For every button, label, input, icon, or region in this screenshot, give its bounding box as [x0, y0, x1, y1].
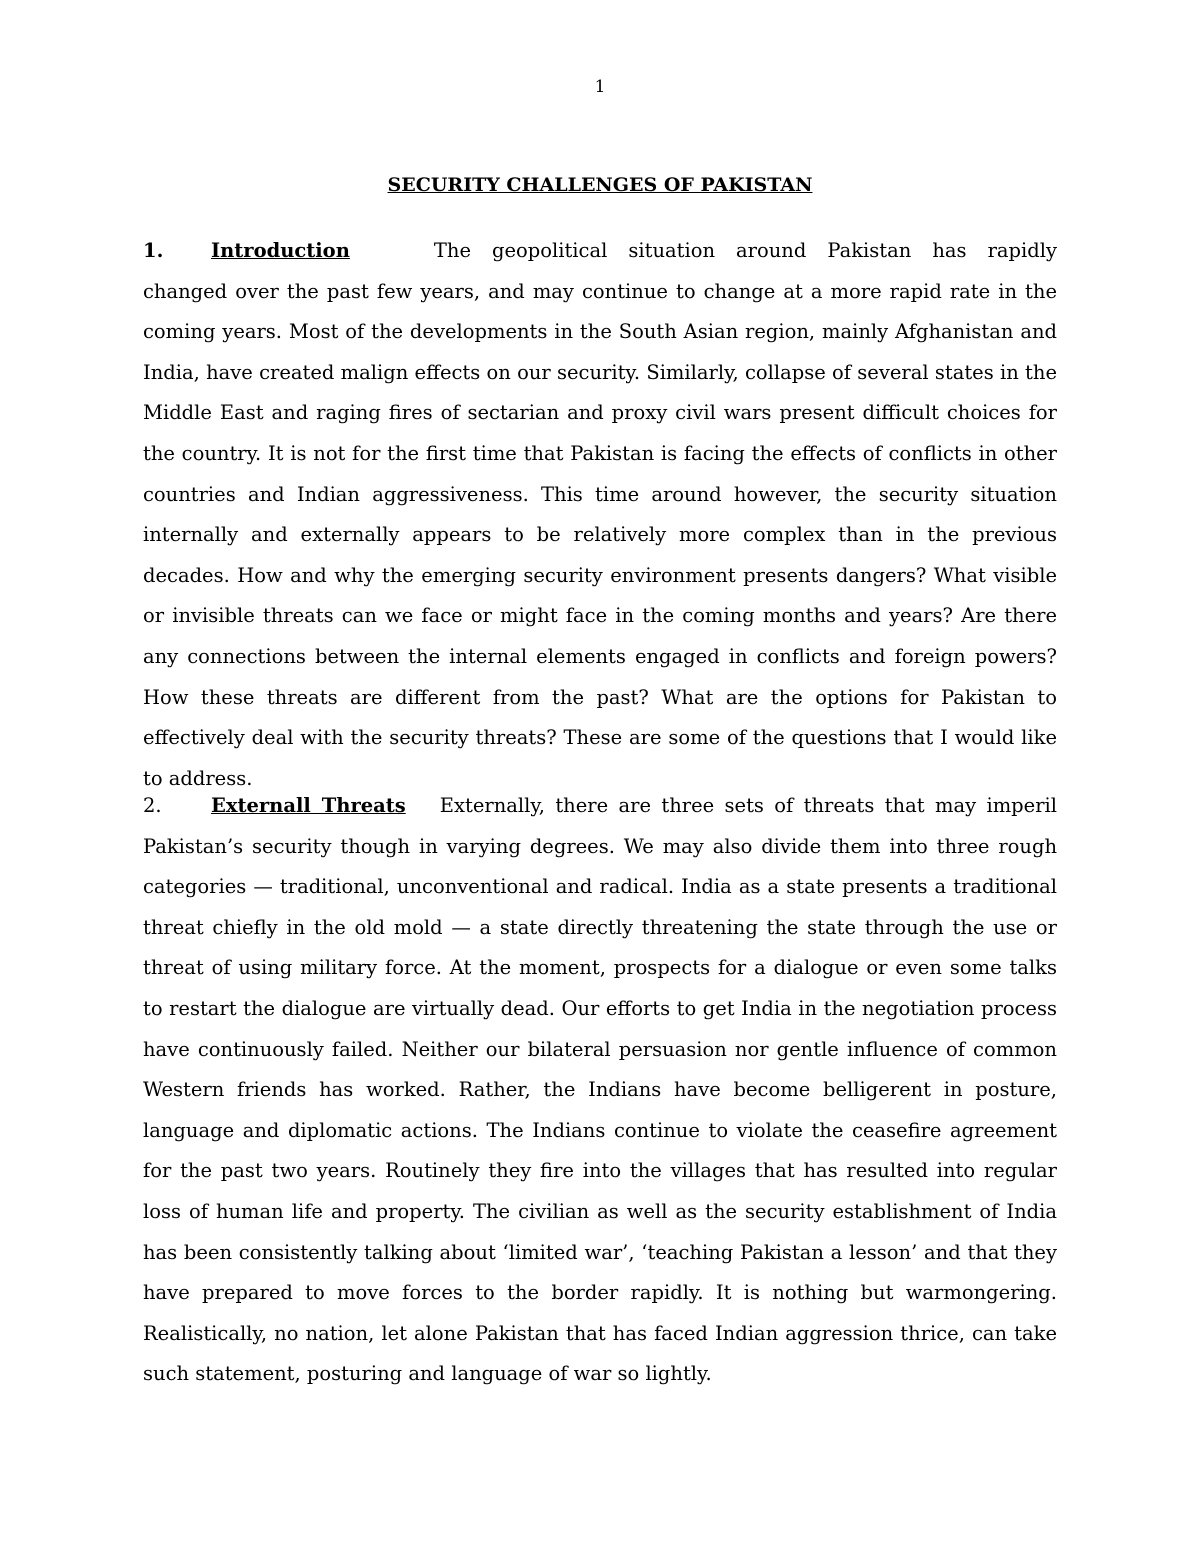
section-heading: Externall Threats [211, 794, 406, 817]
page-number: 1 [594, 77, 606, 97]
section-number: 2. [143, 794, 162, 817]
section-body: The geopolitical situation around Pakistan has rapidly changed over the past few years, and may continue to change at a more rapid rate in the coming years. Most of the developments in the South Asian region, mainly Afghanistan and India, have created malign effects on our security. Similarly, collapse of several states in the Middle East and raging fires of sectarian and proxy civil wars present difficult choices for the country. It is not for the first time that Pakistan is facing the effects of conflicts in other countries and Indian aggressiveness. This time around however, the security situation internally and externally appears to be relatively more complex than in the previous decades. How and why the emerging security environment presents dangers? What visible or invisible threats can we face or might face in the coming months and years? Are there any connections between the internal elements engaged in conflicts and foreign powers? How these threats are different from the past? What are the options for Pakistan to effectively deal with the security threats? These are some of the questions that I would like to address. [143, 239, 1057, 790]
document-title: SECURITY CHALLENGES OF PAKISTAN [387, 174, 813, 196]
section-body: Externally, there are three sets of threats that may imperil Pakistan’s security though in varying degrees. We may also divide them into three rough categories — traditional, unconventional and radical. India as a state presents a traditional threat chiefly in the old mold — a state directly threatening the state through the use or threat of using military force. At the moment, prospects for a dialogue or even some talks to restart the dialogue are virtually dead. Our efforts to get India in the negotiation process have continuously failed. Neither our bilateral persuasion nor gentle influence of common Western friends has worked. Rather, the Indians have become belligerent in posture, language and diplomatic actions. The Indians continue to violate the ceasefire agreement for the past two years. Routinely they fire into the villages that has resulted into regular loss of human life and property. The civilian as well as the security establishment of India has been consistently talking about ‘limited war’, ‘teaching Pakistan a lesson’ and that they have prepared to move forces to the border rapidly. It is nothing but warmongering. Realistically, no nation, let alone Pakistan that has faced Indian aggression thrice, can take such statement, posturing and language of war so lightly. [143, 794, 1057, 1386]
section-heading: Introduction [211, 239, 350, 262]
section-number: 1. [143, 239, 164, 262]
section-external-threats [143, 786, 1057, 1395]
section-introduction [143, 231, 1057, 799]
